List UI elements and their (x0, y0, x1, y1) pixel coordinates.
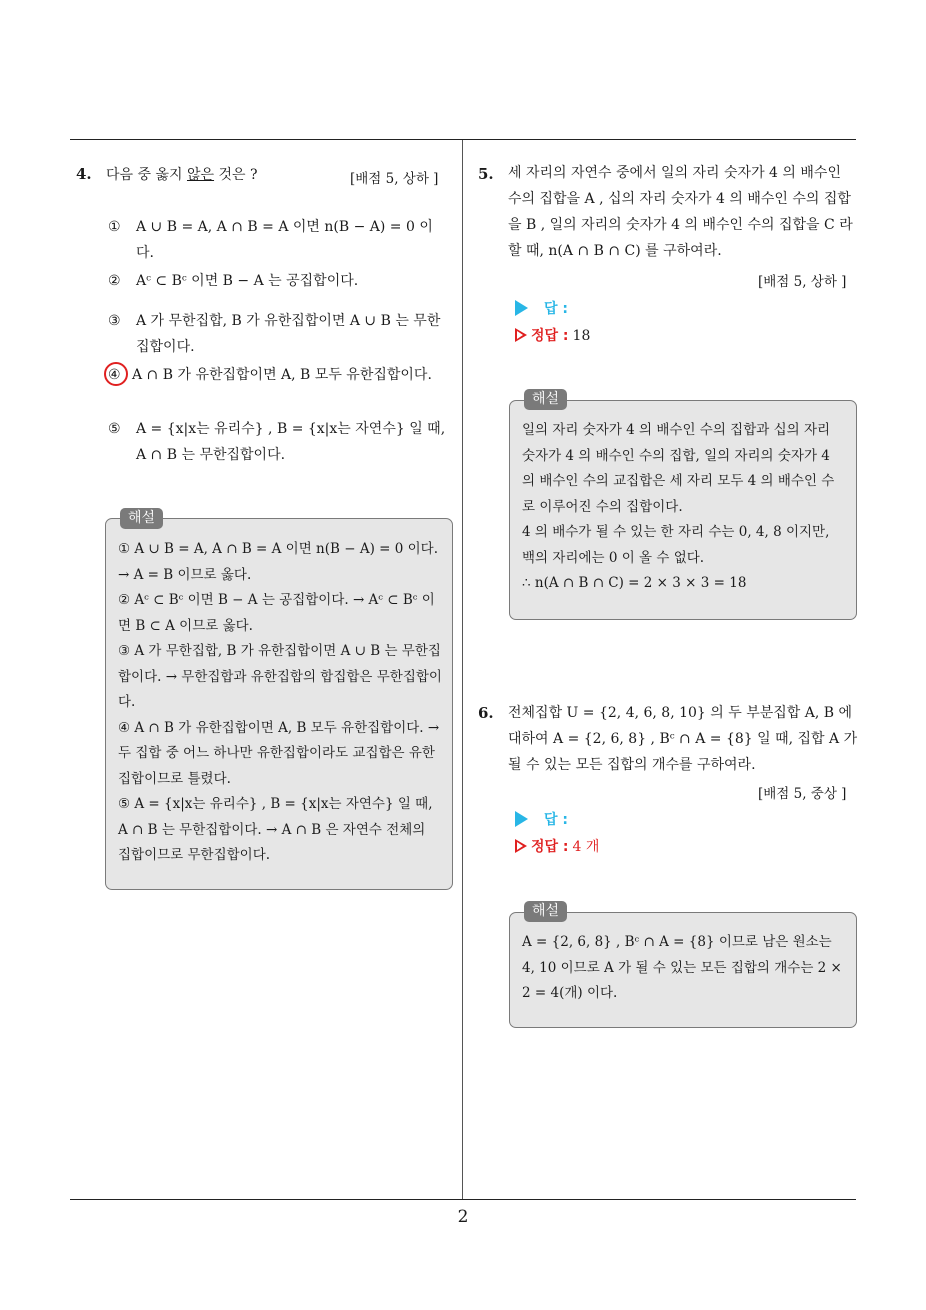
q6-correct-value: 4 개 (572, 839, 600, 855)
q6-answer-row[interactable] (515, 809, 568, 829)
q5-explanation-tag: 해설 (524, 389, 567, 410)
q6-explanation-tag: 해설 (524, 901, 567, 922)
q6-correct-label: 정답 : (531, 839, 569, 855)
option-text: A ∪ B = A, A ∩ B = A 이면 n(B − A) = 0 이다. (136, 219, 433, 261)
q4-suffix: 것은 ? (214, 167, 258, 183)
option-marker: ③ (108, 313, 121, 329)
q5-explanation-text: 일의 자리 숫자가 4 의 배수인 수의 집합과 십의 자리 숫자가 4 의 배수인 수의 집합, 일의 자리의 숫자가 4 의 배수인 수의 교집합은 세 자리 모두 4 의 배수인 수로 이루어진 수의 집합이다. 4 의 배수가 될 수 있는 한 자리 수는 0, 4, 8 이지만, 백의 자리에는 0 이 올 수 없다. ∴ n(A ∩ B ∩ C) = 2 × 3 × 3 = 18 (522, 422, 835, 591)
option-marker: ④ (108, 367, 121, 383)
q4-explanation-tag: 해설 (120, 508, 163, 529)
option-text: A = {x|x는 유리수} , B = {x|x는 자연수} 일 때, A ∩ B 는 무한집합이다. (136, 421, 446, 463)
option-marker: ② (108, 273, 121, 289)
q6-answer-label: 답 : (544, 812, 568, 828)
q4-points: [배점 5, 상하 ] (350, 171, 439, 187)
outline-triangle-icon (515, 328, 527, 342)
q6-question: 전체집합 U = {2, 4, 6, 8, 10} 의 두 부분집합 A, B 에 대하여 A = {2, 6, 8} , Bᶜ ∩ A = {8} 일 때, 집합 A 가 될 수 있는 모든 집합의 개수를 구하여라. (508, 705, 858, 773)
q6-correct-row (515, 836, 599, 856)
q5-correct-row (515, 325, 590, 345)
outline-triangle-icon (515, 839, 527, 853)
q4-explanation-box (105, 518, 453, 890)
q5-correct-value: 18 (572, 328, 591, 344)
bottom-rule (70, 1199, 856, 1200)
q5-explanation-box (509, 400, 857, 620)
q5-answer-row[interactable] (515, 298, 568, 318)
top-rule (70, 139, 856, 140)
q6-explanation-box (509, 912, 857, 1028)
q5-points: [배점 5, 상하 ] (758, 274, 847, 290)
q5-question: 세 자리의 자연수 중에서 일의 자리 숫자가 4 의 배수인 수의 집합을 A , 십의 자리 숫자가 4 의 배수인 수의 집합을 B , 일의 자리의 숫자가 4 의 배수인 수의 집합을 C 라 할 때, n(A ∩ B ∩ C) 를 구하여라. (508, 165, 853, 259)
q6-points: [배점 5, 중상 ] (758, 786, 847, 802)
column-divider (462, 140, 463, 1200)
q4-number: 4. (76, 165, 92, 183)
q6-number: 6. (478, 704, 494, 722)
page-number: 2 (457, 1207, 469, 1227)
option-text: A ∩ B 가 유한집합이면 A, B 모두 유한집합이다. (132, 367, 432, 383)
q6-explanation-text: A = {2, 6, 8} , Bᶜ ∩ A = {8} 이므로 남은 원소는 4, 10 이므로 A 가 될 수 있는 모든 집합의 개수는 2 × 2 = 4(개) 이다. (522, 934, 842, 1001)
play-triangle-icon (515, 300, 528, 316)
option-marker: ⑤ (108, 421, 121, 437)
q5-correct-label: 정답 : (531, 328, 569, 344)
option-marker: ① (108, 219, 121, 235)
q4-underlined: 않은 (186, 167, 215, 183)
q5-number: 5. (478, 165, 494, 183)
option-text: Aᶜ ⊂ Bᶜ 이면 B − A 는 공집합이다. (136, 273, 359, 289)
play-triangle-icon (515, 811, 528, 827)
q4-question (106, 162, 258, 188)
q4-prefix: 다음 중 옳지 (106, 167, 187, 183)
q5-answer-label: 답 : (544, 301, 568, 317)
q4-explanation-text: ① A ∪ B = A, A ∩ B = A 이면 n(B − A) = 0 이다. → A = B 이므로 옳다. ② Aᶜ ⊂ Bᶜ 이면 B − A 는 공집합이다. → Aᶜ ⊂ Bᶜ 이면 B ⊂ A 이므로 옳다. ③ A 가 무한집합, B 가 유한집합이면 A ∪ B 는 무한집합이다. → 무한집합과 유한집합의 합집합은 무한집합이다. ④ A ∩ B 가 유한집합이면 A, B 모두 유한집합이다. → 두 집합 중 어느 하나만 유한집합이라도 교집합은 유한집합이므로 틀렸다. ⑤ A = {x|x는 유리수} , B = {x|x는 자연수} 일 때, A ∩ B 는 무한집합이다. → A ∩ B 은 자연수 전체의 집합이므로 무한집합이다. (118, 541, 442, 863)
option-text: A 가 무한집합, B 가 유한집합이면 A ∪ B 는 무한집합이다. (136, 313, 441, 355)
